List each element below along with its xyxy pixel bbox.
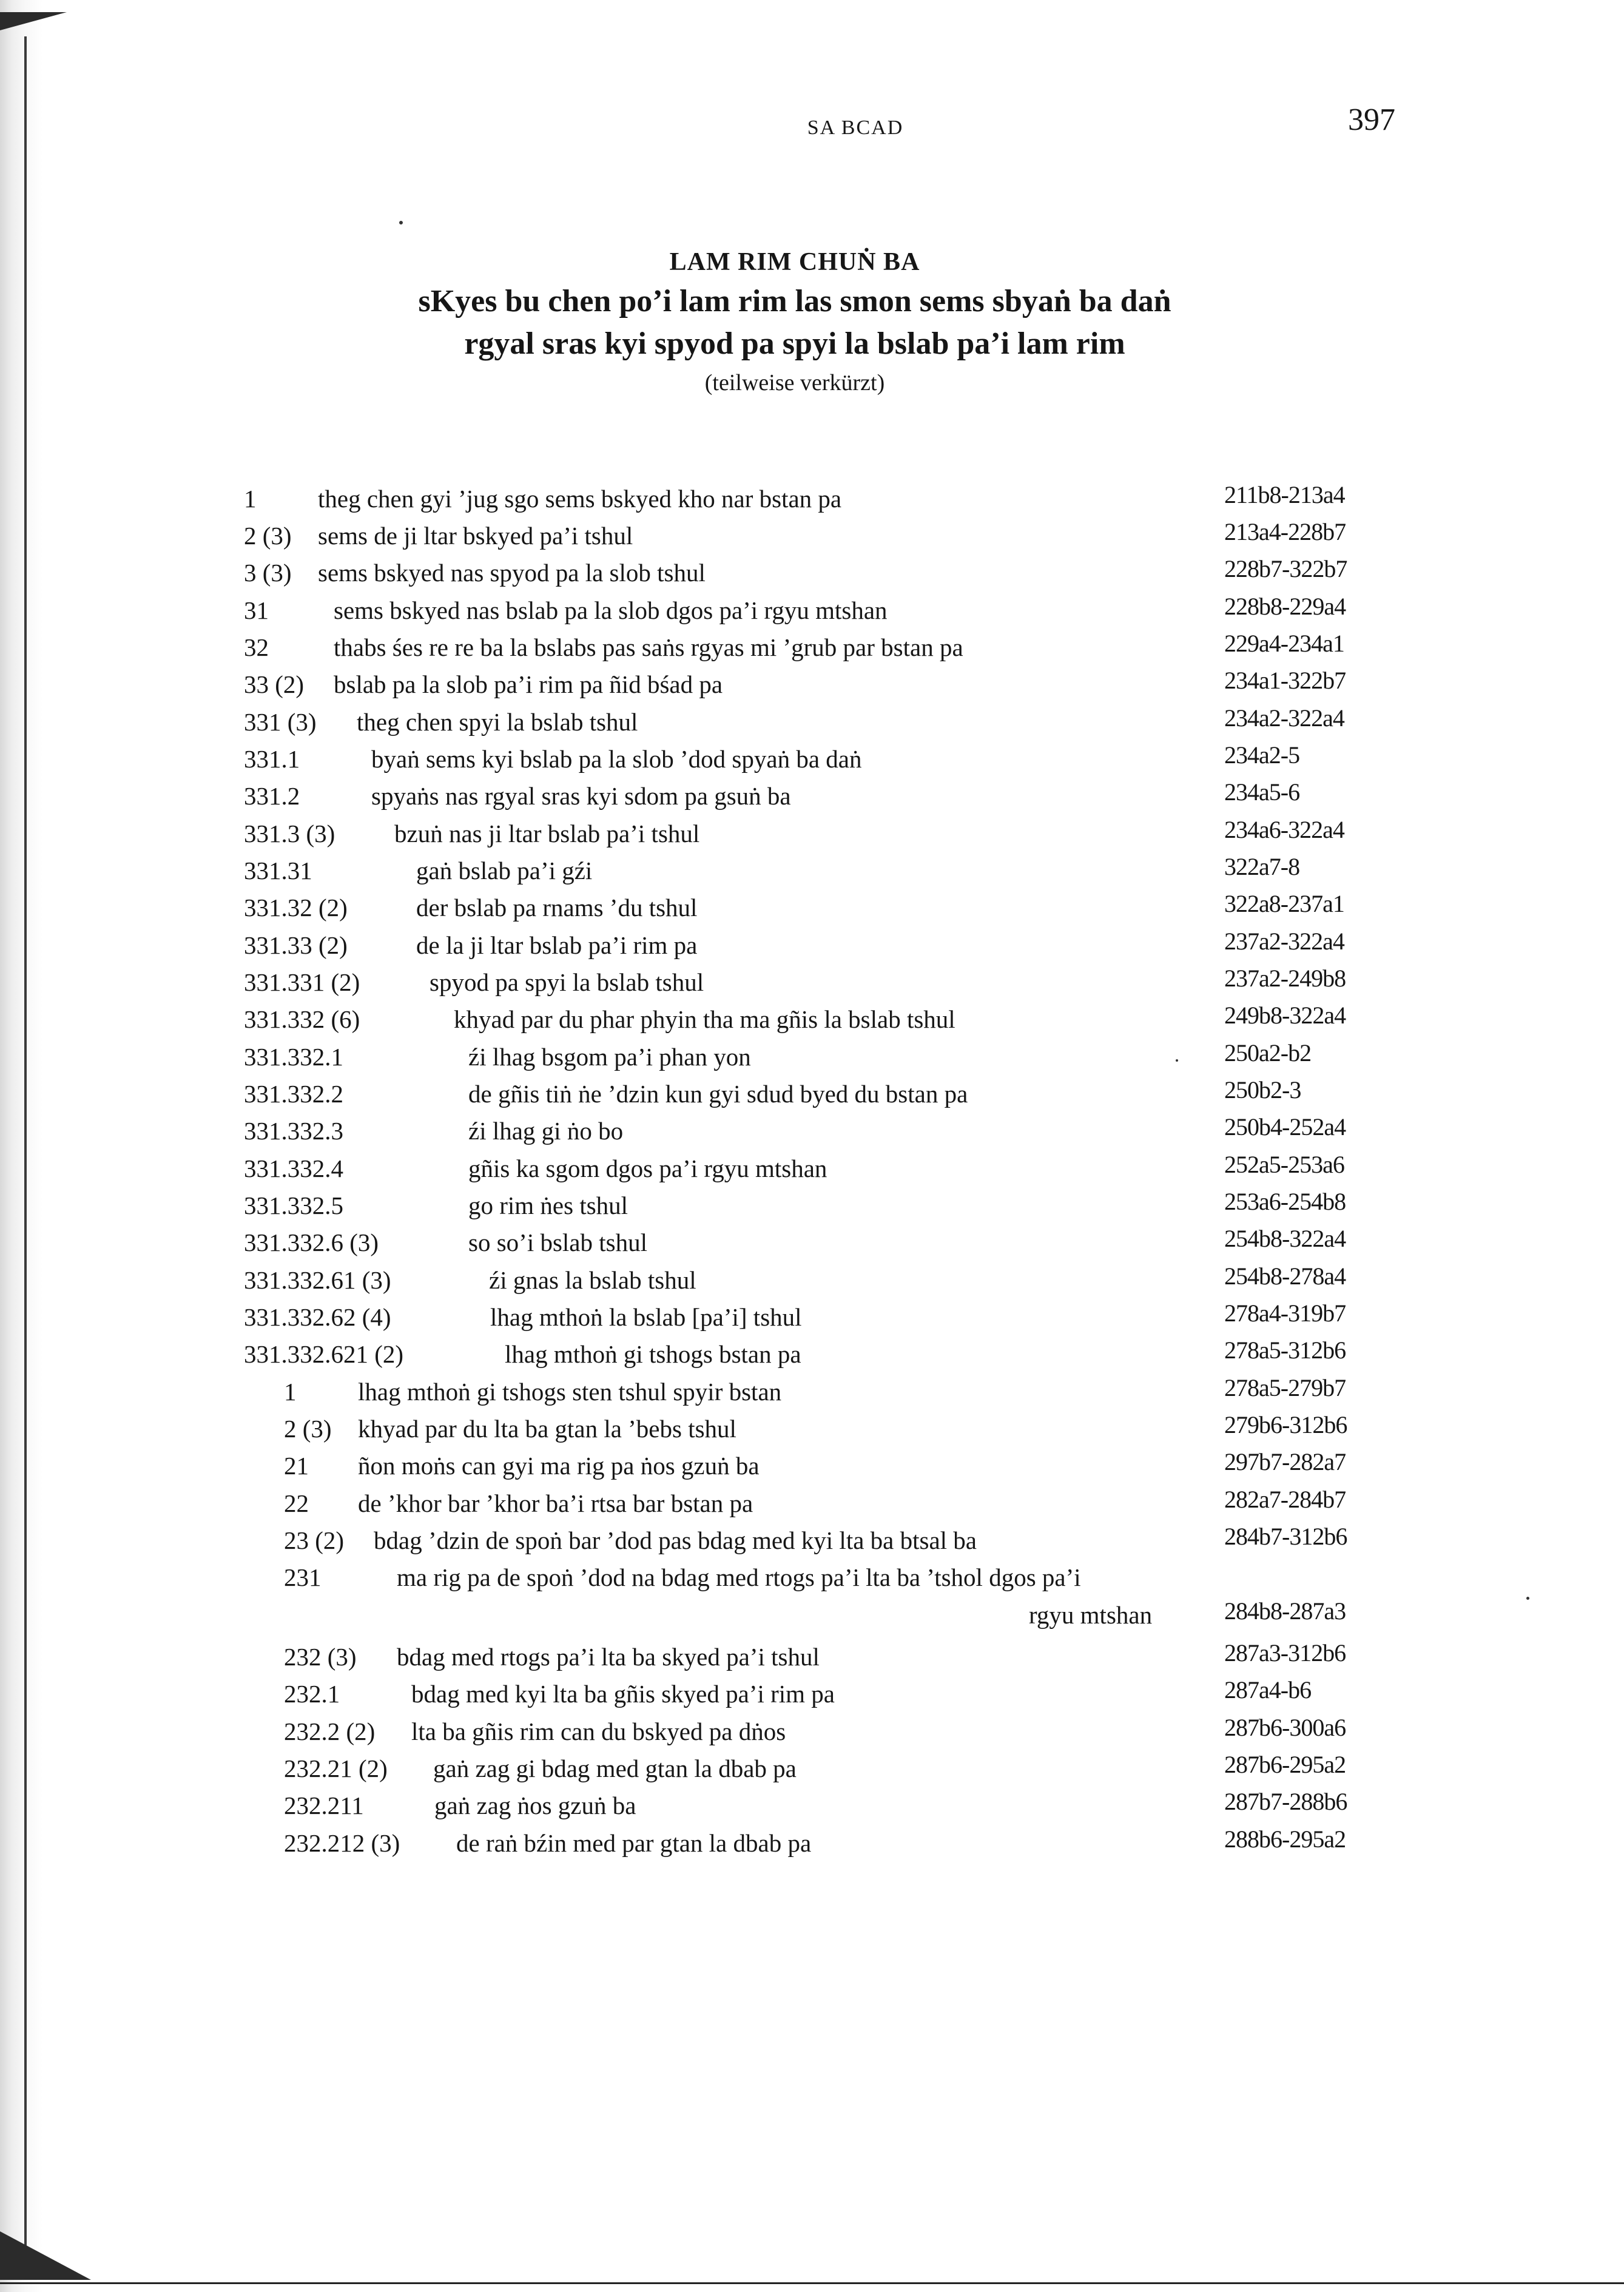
outline-number: 232.2 (2) [284,1717,376,1745]
outline-text: bdag med kyi lta ba gñis skyed pa’i rim pa [411,1680,835,1708]
folio-reference: 253a6-254b8 [1224,1188,1346,1215]
outline-number: 32 [244,633,269,661]
outline-text: gaṅ zag gi bdag med gtan la dbab pa [433,1754,797,1782]
folio-reference: 278a5-279b7 [1224,1374,1346,1401]
outline-text: bdag med rtogs pa’i lta ba skyed pa’i tshul [397,1643,820,1671]
outline-text: theg chen spyi la bslab tshul [357,708,638,736]
section-subtitle-line-1: sKyes bu chen po’i lam rim las smon sems sbyaṅ ba daṅ [418,284,1171,319]
outline-number: 21 [284,1452,309,1480]
folio-reference: 278a4-319b7 [1224,1299,1346,1327]
folio-reference: 254b8-278a4 [1224,1262,1346,1290]
outline-text: gaṅ zag ṅos gzuṅ ba [434,1791,636,1819]
folio-reference: 234a2-5 [1224,741,1300,769]
outline-text: bzuṅ nas ji ltar bslab pa’i tshul [394,820,700,848]
outline-text: źi lhag gi ṅo bo [468,1117,624,1145]
outline-text: byaṅ sems kyi bslab pa la slob ’dod spyaṅ ba daṅ [371,745,862,773]
folio-reference: 237a2-249b8 [1224,965,1346,992]
folio-reference: 322a7-8 [1224,853,1300,880]
outline-number: 2 (3) [284,1415,332,1443]
folio-reference: 279b6-312b6 [1224,1411,1347,1438]
folio-reference: 237a2-322a4 [1224,928,1344,955]
outline-number: 331.332.4 [244,1154,343,1182]
running-head: SA BCAD [807,116,904,139]
outline-number: 331.332 (6) [244,1005,360,1033]
section-note: (teilweise verkürzt) [704,370,885,396]
outline-number: 1 [244,485,257,513]
outline-number: 331.2 [244,782,300,810]
folio-reference: 250b4-252a4 [1224,1113,1346,1141]
folio-reference: 297b7-282a7 [1224,1448,1346,1475]
section-title: LAM RIM CHUṄ BA [669,248,920,276]
folio-reference: 284b7-312b6 [1224,1523,1347,1550]
folio-reference: 211b8-213a4 [1224,481,1345,508]
folio-reference: 228b8-229a4 [1224,593,1346,620]
outline-text: der bslab pa rnams ’du tshul [416,894,698,922]
folio-reference: 234a5-6 [1224,778,1300,806]
outline-text: so so’i bslab tshul [468,1229,647,1256]
folio-reference: 287a3-312b6 [1224,1639,1346,1667]
folio-reference: 228b7-322b7 [1224,555,1347,582]
folio-reference: 287b7-288b6 [1224,1788,1347,1815]
folio-reference: 250b2-3 [1224,1076,1301,1104]
folio-reference: 234a2-322a4 [1224,704,1344,732]
outline-number: 23 (2) [284,1526,345,1554]
outline-number: 331.331 (2) [244,968,360,996]
outline-text: khyad par du lta ba gtan la ’bebs tshul [358,1415,736,1443]
outline-number: 232.211 [284,1791,364,1819]
folio-reference: 282a7-284b7 [1224,1486,1346,1513]
outline-text: gñis ka sgom dgos pa’i rgyu mtshan [468,1154,827,1182]
outline-number: 31 [244,596,269,624]
folio-reference: 252a5-253a6 [1224,1151,1344,1178]
outline-number: 331 (3) [244,708,317,736]
outline-number: 331.33 (2) [244,931,348,959]
folio-reference: 250a2-b2 [1224,1039,1312,1067]
outline-number: 331.332.3 [244,1117,343,1145]
outline-text: theg chen gyi ’jug sgo sems bskyed kho nar bstan pa [318,485,842,513]
folio-reference: 287b6-300a6 [1224,1714,1346,1741]
outline-text: de gñis tiṅ ṅe ’dzin kun gyi sdud byed du bstan pa [468,1080,968,1108]
folio-reference: 234a6-322a4 [1224,816,1344,843]
outline-number: 232.212 (3) [284,1829,400,1857]
folio-reference: 254b8-322a4 [1224,1225,1346,1252]
outline-number: 331.332.61 (3) [244,1266,391,1294]
folio-reference: 249b8-322a4 [1224,1002,1346,1029]
folio-reference: 287b6-295a2 [1224,1751,1346,1778]
outline-number: 33 (2) [244,670,305,698]
outline-number: 331.32 (2) [244,894,348,922]
outline-text: bdag ’dzin de spoṅ bar ’dod pas bdag med kyi lta ba btsal ba [374,1526,977,1554]
outline-number: 331.332.1 [244,1043,343,1071]
outline-text: lta ba gñis rim can du bskyed pa dṅos [411,1717,786,1745]
outline-text: sems bskyed nas bslab pa la slob dgos pa’i rgyu mtshan [334,596,888,624]
outline-text: de la ji ltar bslab pa’i rim pa [416,931,698,959]
outline-text: thabs śes re re ba la bslabs pas saṅs rgyas mi ’grub par bstan pa [334,633,963,661]
folio-reference: 234a1-322b7 [1224,667,1346,694]
outline-number: 331.1 [244,745,300,773]
outline-text: khyad par du phar phyin tha ma gñis la bslab tshul [454,1005,955,1033]
outline-text: lhag mthoṅ la bslab [pa’i] tshul [490,1303,802,1331]
outline-continuation: rgyu mtshan [1029,1601,1153,1629]
outline-text: spyaṅs nas rgyal sras kyi sdom pa gsuṅ ba [371,782,791,810]
folio-reference: 287a4-b6 [1224,1676,1312,1704]
outline-text: ma rig pa de spoṅ ’dod na bdag med rtogs pa’i lta ba ’tshol dgos pa’i [397,1563,1081,1591]
outline-number: 331.332.2 [244,1080,343,1108]
outline-text: de ’khor bar ’khor ba’i rtsa bar bstan pa [358,1489,753,1517]
outline-text: sems bskyed nas spyod pa la slob tshul [318,559,706,587]
folio-reference: 278a5-312b6 [1224,1336,1346,1364]
outline-text: źi lhag bsgom pa’i phan yon [468,1043,751,1071]
outline-text: bslab pa la slob pa’i rim pa ñid bśad pa [334,670,723,698]
outline-number: 2 (3) [244,522,292,550]
outline-text: gaṅ bslab pa’i gźi [416,857,593,885]
outline-number: 331.31 [244,857,312,885]
folio-reference: 213a4-228b7 [1224,518,1346,545]
outline-number: 331.332.6 (3) [244,1229,379,1256]
outline-text: de raṅ bźin med par gtan la dbab pa [456,1829,812,1857]
outline-number: 1 [284,1378,297,1406]
folio-reference: 322a8-237a1 [1224,890,1344,917]
folio-reference: 288b6-295a2 [1224,1825,1346,1853]
outline-text: ñon moṅs can gyi ma rig pa ṅos gzuṅ ba [358,1452,760,1480]
outline-number: 331.3 (3) [244,820,335,848]
outline-text: go rim ṅes tshul [468,1192,628,1219]
page-number: 397 [1348,103,1395,137]
outline-text: sems de ji ltar bskyed pa’i tshul [318,522,633,550]
section-subtitle-line-2: rgyal sras kyi spyod pa spyi la bslab pa’i lam rim [464,326,1125,361]
outline-text: lhag mthoṅ gi tshogs sten tshul spyir bstan [358,1378,782,1406]
outline-number: 331.332.62 (4) [244,1303,391,1331]
outline-number: 331.332.5 [244,1192,343,1219]
outline-number: 3 (3) [244,559,292,587]
outline-number: 232 (3) [284,1643,357,1671]
outline-number: 331.332.621 (2) [244,1340,404,1368]
folio-reference: 284b8-287a3 [1224,1597,1346,1625]
outline-number: 232.1 [284,1680,340,1708]
folio-reference: 229a4-234a1 [1224,630,1344,657]
outline-number: 231 [284,1563,322,1591]
outline-text: lhag mthoṅ gi tshogs bstan pa [505,1340,801,1368]
outline-text: źi gnas la bslab tshul [489,1266,696,1294]
outline-number: 22 [284,1489,309,1517]
outline-number: 232.21 (2) [284,1754,388,1782]
outline-text: spyod pa spyi la bslab tshul [430,968,704,996]
